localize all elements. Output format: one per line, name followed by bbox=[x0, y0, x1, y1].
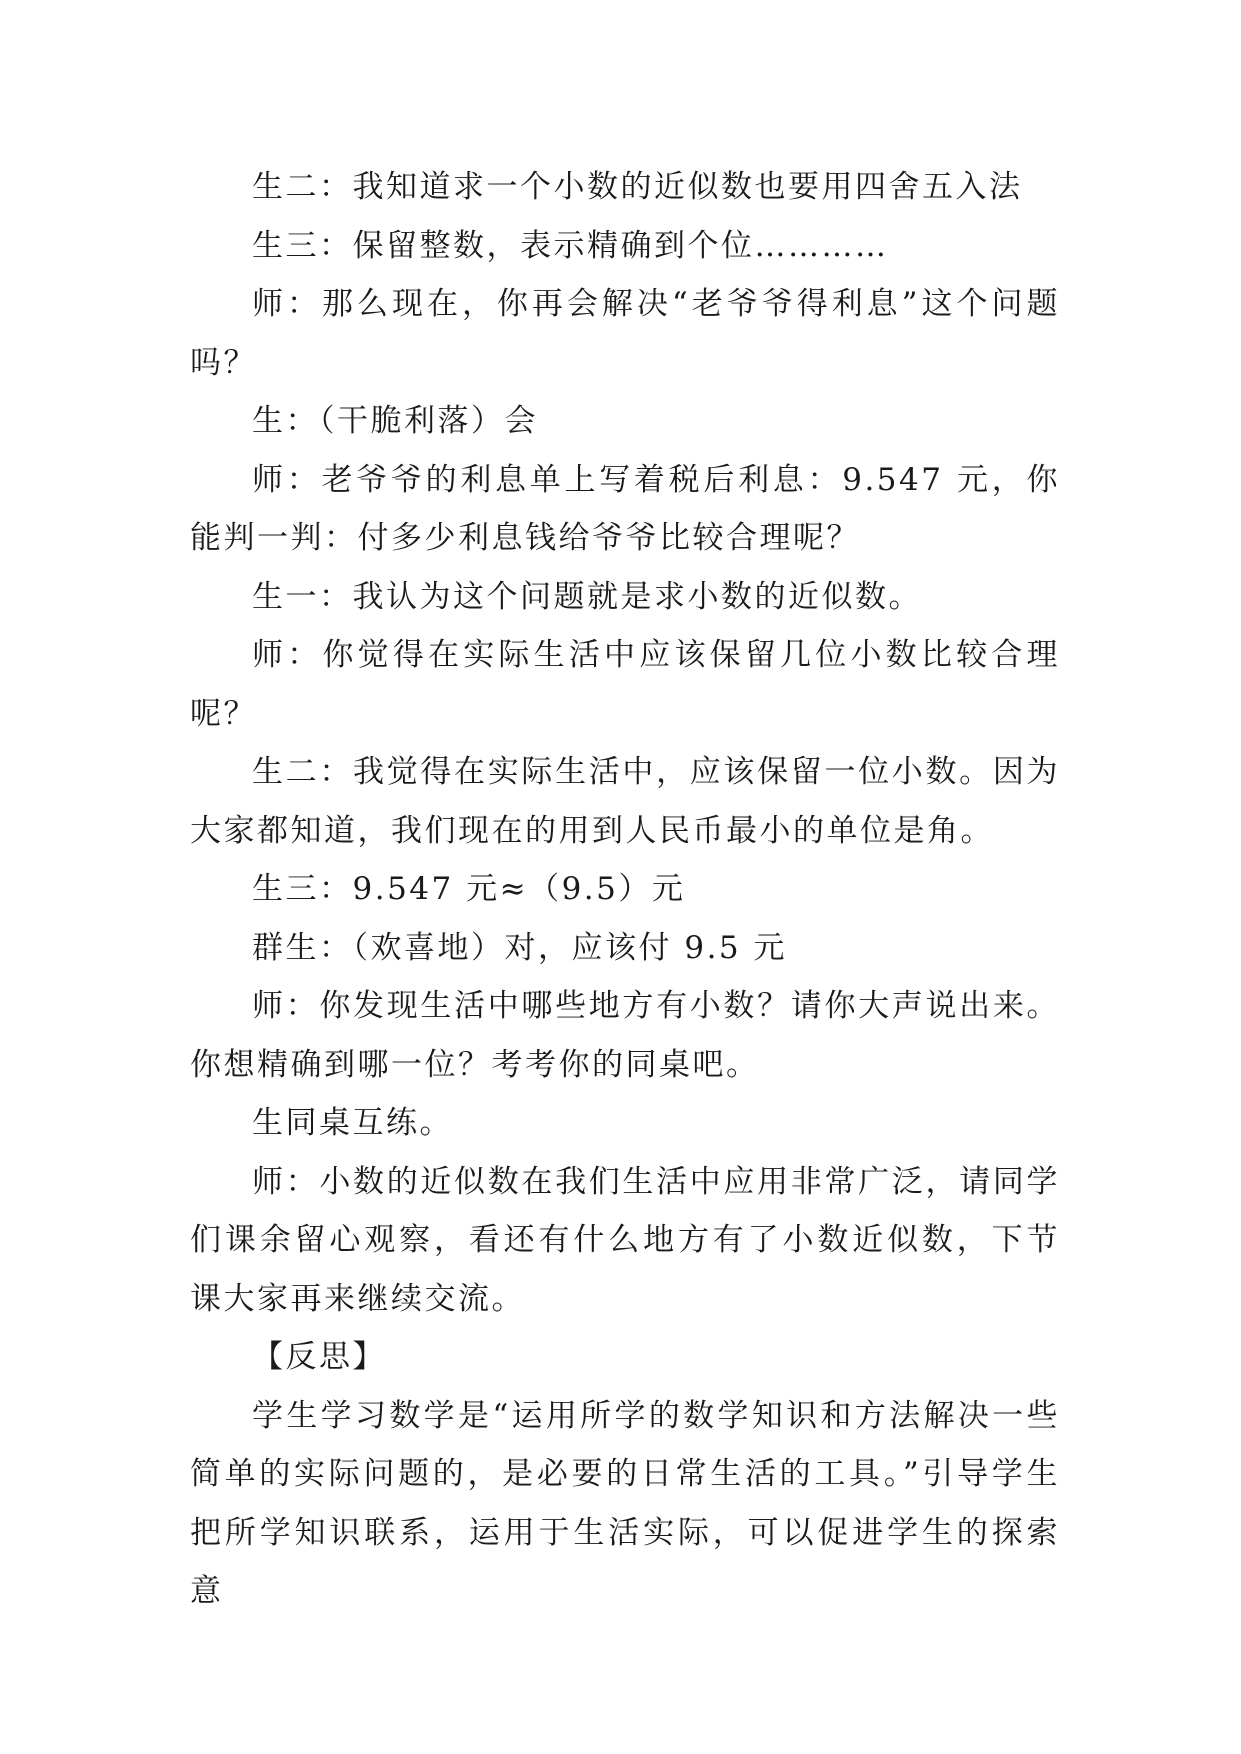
paragraph-teacher-question: 师：那么现在，你再会解决“老爷爷得利息”这个问题吗？ bbox=[190, 286, 1060, 381]
section-heading-reflection: 【反思】 bbox=[252, 1339, 386, 1375]
paragraph-student3-result: 生三：9.547 元≈（9.5）元 bbox=[252, 871, 686, 907]
paragraph-teacher-discover: 师：你发现生活中哪些地方有小数？请你大声说出来。你想精确到哪一位？考考你的同桌吧。 bbox=[190, 988, 1060, 1083]
paragraph-peer-practice: 生同桌互练。 bbox=[252, 1105, 453, 1141]
paragraph-teacher-decimals: 师：你觉得在实际生活中应该保留几位小数比较合理呢？ bbox=[190, 637, 1060, 732]
document-body bbox=[190, 158, 1060, 1621]
paragraph-student-answer: 生：（干脆利落）会 bbox=[252, 403, 538, 439]
paragraph-teacher-interest: 师：老爷爷的利息单上写着税后利息：9.547 元，你能判一判：付多少利息钱给爷爷比较合理呢？ bbox=[190, 461, 1060, 556]
paragraph-teacher-summary: 师：小数的近似数在我们生活中应用非常广泛，请同学们课余留心观察，看还有什么地方有了小数近似数，下节课大家再来继续交流。 bbox=[190, 1163, 1060, 1317]
paragraph-student1-approx: 生一：我认为这个问题就是求小数的近似数。 bbox=[252, 578, 922, 615]
paragraph-student3-integer: 生三：保留整数，表示精确到个位………… bbox=[252, 227, 889, 264]
paragraph-student2-one-decimal: 生二：我觉得在实际生活中，应该保留一位小数。因为大家都知道，我们现在的用到人民币最小的单位是角。 bbox=[190, 754, 1060, 849]
paragraph-group-answer: 群生：（欢喜地）对，应该付 9.5 元 bbox=[252, 929, 788, 966]
paragraph-reflection: 学生学习数学是“运用所学的数学知识和方法解决一些简单的实际问题的，是必要的日常生活的工具。”引导学生把所学知识联系，运用于生活实际，可以促进学生的探索意 bbox=[190, 1397, 1060, 1609]
paragraph-student2-rounding: 生二：我知道求一个小数的近似数也要用四舍五入法 bbox=[252, 169, 1023, 205]
